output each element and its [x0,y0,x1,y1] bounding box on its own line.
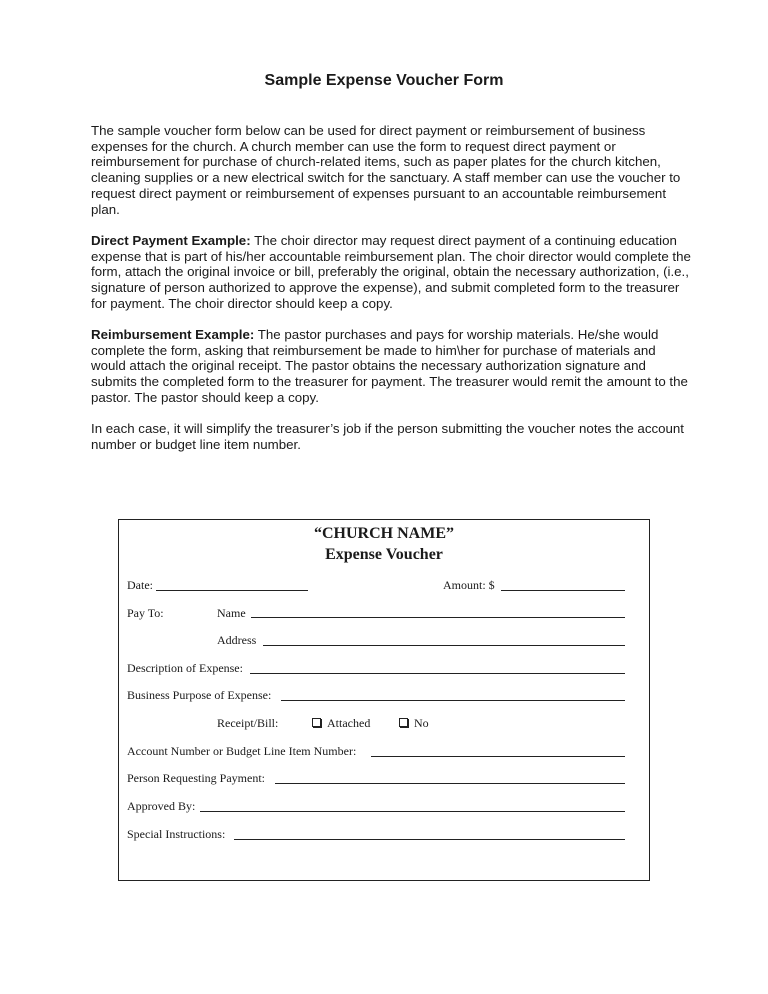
approved-by-label: Approved By: [127,799,196,813]
page-title: Sample Expense Voucher Form [264,72,504,89]
direct-payment-text: The choir director may request direct payment of a continuing education expense that is part of his/her accountable reimbursement plan. The choir director would complete the form, attach the original invoice or bill, preferably the original, obtain the necessary authorization, (i.e., signature of person authorized to approve the expense), and submit completed form to the treasurer for payment. The choir director should keep a copy. [91,233,691,311]
name-label: Name [217,606,246,620]
intro-paragraph: The sample voucher form below can be used for direct payment or reimbursement of business expenses for the church. A church member can use the form to request direct payment or reimbursement for purchase of church-related items, such as paper plates for the church kitchen, cleaning supplies or a new electrical switch for the sanctuary. A staff member can use the voucher to request direct payment or reimbursement of expenses pursuant to an accountable reimbursement plan. [91,123,681,217]
special-instructions-field[interactable] [234,839,625,840]
date-field[interactable] [156,590,308,591]
reimbursement-text: The pastor purchases and pays for worship materials. He/she would complete the form, asking that reimbursement be made to him\her for purchase of materials and would attach the original receipt. The pastor obtains the necessary authorization signature and submits the completed form to the treasurer for payment. The treasurer would remit the amount to the pastor. The pastor should keep a copy. [91,327,688,405]
attached-label: Attached [327,716,371,730]
direct-payment-paragraph [91,233,691,312]
no-label: No [414,716,429,730]
approved-by-field[interactable] [200,811,625,812]
amount-field[interactable] [501,590,625,591]
date-label: Date: [127,578,153,592]
attached-option[interactable] [312,716,370,731]
account-number-label: Account Number or Budget Line Item Number: [127,744,357,758]
attached-checkbox[interactable] [312,718,321,727]
person-requesting-field[interactable] [275,783,625,784]
amount-label: Amount: $ [443,578,495,592]
expense-voucher-form [118,519,650,881]
reimbursement-label: Reimbursement Example: [91,327,255,342]
person-requesting-label: Person Requesting Payment: [127,771,265,785]
voucher-title: Expense Voucher [325,546,443,563]
address-field[interactable] [263,645,625,646]
business-purpose-field[interactable] [281,700,625,701]
name-field[interactable] [251,617,625,618]
account-number-field[interactable] [371,756,625,757]
business-purpose-label: Business Purpose of Expense: [127,688,272,702]
address-label: Address [217,633,257,647]
description-field[interactable] [250,673,625,674]
church-name: “CHURCH NAME” [314,525,454,542]
no-checkbox[interactable] [399,718,408,727]
receipt-label: Receipt/Bill: [217,716,279,730]
reimbursement-paragraph [91,327,691,406]
description-label: Description of Expense: [127,661,243,675]
direct-payment-label: Direct Payment Example: [91,233,251,248]
no-option[interactable] [399,716,429,731]
closing-paragraph: In each case, it will simplify the treasurer’s job if the person submitting the voucher notes the account number or budget line item number. [91,421,685,452]
pay-to-label: Pay To: [127,606,164,620]
special-instructions-label: Special Instructions: [127,827,226,841]
